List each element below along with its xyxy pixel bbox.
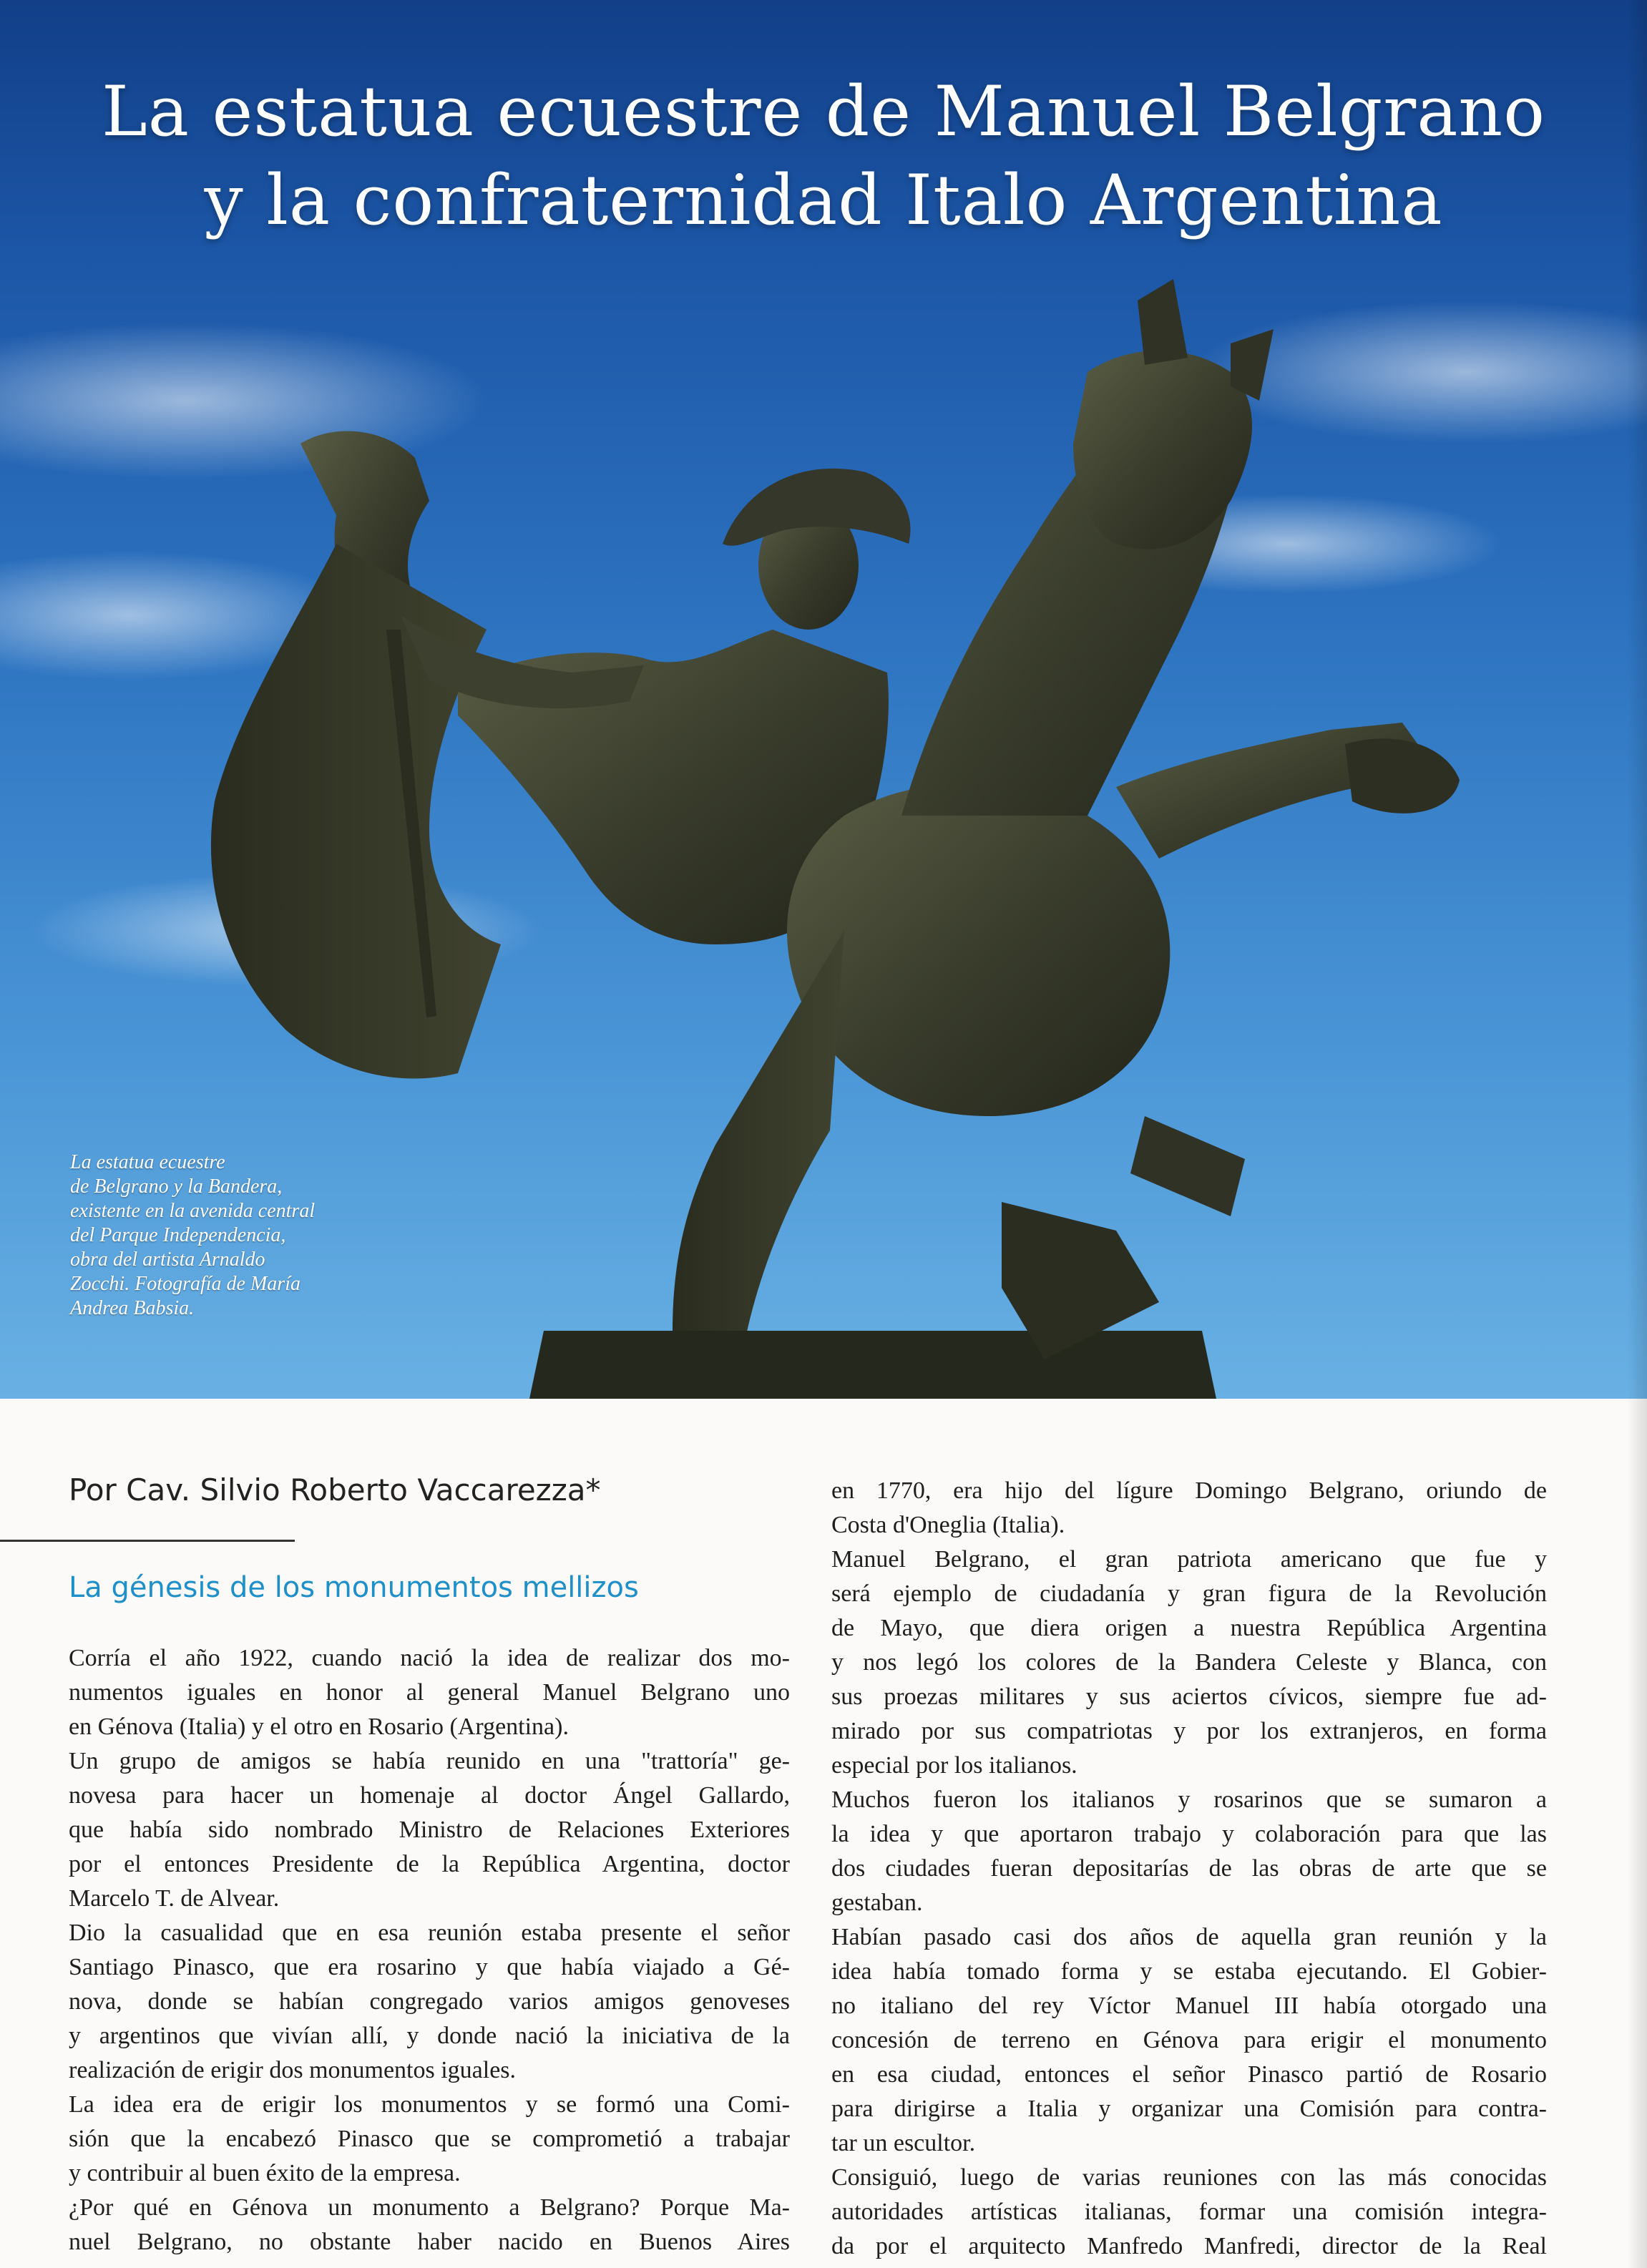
text-line: gestaban. [831, 1890, 923, 1916]
text-line: especial por los italianos. [831, 1752, 1077, 1779]
text-line: tar un escultor. [831, 2130, 976, 2156]
caption-line: existente en la avenida central [70, 1200, 316, 1222]
text-line: Manuel Belgrano, el gran patriota americano que fue y [831, 1546, 1547, 1573]
text-line: Corría el año 1922, cuando nació la idea de realizar dos mo- [69, 1645, 790, 1671]
text-line: novesa para hacer un homenaje al doctor Ángel Gallardo, [69, 1782, 790, 1809]
text-line: Habían pasado casi dos años de aquella gran reunión y la [831, 1924, 1547, 1950]
caption-line: obra del artista Arnaldo [70, 1248, 265, 1271]
text-line: no italiano del rey Víctor Manuel III había otorgado una [831, 1993, 1547, 2019]
text-line: para dirigirse a Italia y organizar una Comisión para contra- [831, 2096, 1547, 2122]
text-line: realización de erigir dos monumentos iguales. [69, 2057, 517, 2083]
text-line: y contribuir al buen éxito de la empresa. [69, 2160, 461, 2186]
text-line: por el entonces Presidente de la República Argentina, doctor [69, 1851, 790, 1877]
horse-ear-left [1138, 279, 1188, 365]
text-line: en 1770, era hijo del lígure Domingo Belgrano, oriundo de [831, 1477, 1547, 1504]
text-line: Dio la casualidad que en esa reunión estaba presente el señor [69, 1920, 790, 1946]
text-line: autoridades artísticas italianas, formar una comisión integra- [831, 2199, 1547, 2225]
text-line: en Génova (Italia) y el otro en Rosario (Argentina). [69, 1714, 569, 1740]
text-line: nuel Belgrano, no obstante haber nacido en Buenos Aires [69, 2229, 790, 2255]
text-line: mirado por sus compatriotas y por los extranjeros, en forma [831, 1718, 1547, 1744]
caption-line: del Parque Independencia, [70, 1224, 286, 1246]
text-line: dos ciudades fueran depositarías de las obras de arte que se [831, 1855, 1547, 1882]
caption-line: Zocchi. Fotografía de María [70, 1273, 300, 1295]
text-line: numentos iguales en honor al general Manuel Belgrano uno [69, 1679, 790, 1706]
text-line: concesión de terreno en Génova para erigir el monumento [831, 2027, 1547, 2053]
caption-line: Andrea Babsia. [70, 1297, 195, 1319]
horse-hoof [1345, 738, 1460, 813]
body-column-right [831, 1474, 1547, 2264]
text-line: Muchos fueron los italianos y rosarinos que se sumaron a [831, 1786, 1547, 1813]
text-line: será ejemplo de ciudadanía y gran figura de la Revolución [831, 1580, 1547, 1607]
photo-caption [70, 1150, 406, 1321]
text-line: Costa d'Oneglia (Italia). [831, 1512, 1065, 1538]
text-line: ¿Por qué en Génova un monumento a Belgrano? Porque Ma- [69, 2194, 790, 2221]
text-line: que había sido nombrado Ministro de Relaciones Exteriores [69, 1817, 790, 1843]
body-column-left [69, 1641, 790, 2259]
text-line: Santiago Pinasco, que era rosarino y que había viajado a Gé- [69, 1954, 790, 1980]
caption-line: La estatua ecuestre [70, 1151, 225, 1173]
text-line: da por el arquitecto Manfredo Manfredi, director de la Real [831, 2233, 1547, 2259]
text-line: la idea y que aportaron trabajo y colaboración para que las [831, 1821, 1547, 1847]
text-line: y nos legó los colores de la Bandera Celeste y Blanca, con [831, 1649, 1547, 1676]
text-line: sión que la encabezó Pinasco que se comprometió a trabajar [69, 2126, 790, 2152]
pedestal [529, 1331, 1216, 1399]
byline-divider [0, 1540, 295, 1542]
text-line: sus proezas militares y sus aciertos cívicos, siempre fue ad- [831, 1683, 1547, 1710]
text-line: La idea era de erigir los monumentos y se formó una Comi- [69, 2091, 790, 2118]
horse-hindleg [673, 930, 844, 1345]
text-line: de Mayo, que diera origen a nuestra República Argentina [831, 1615, 1547, 1641]
horse-tail [1130, 1116, 1245, 1216]
article-title-line1: La estatua ecuestre de Manuel Belgrano [101, 72, 1546, 152]
page-edge-shadow [1627, 0, 1647, 2268]
article-title-line2: y la confraternidad Italo Argentina [204, 160, 1443, 240]
text-line: en esa ciudad, entonces el señor Pinasco partió de Rosario [831, 2061, 1547, 2088]
text-line: Consiguió, luego de varias reuniones con las más conocidas [831, 2164, 1547, 2191]
text-line: y argentinos que vivían allí, y donde nació la iniciativa de la [69, 2023, 790, 2049]
horse-body [787, 783, 1170, 1116]
caption-line: de Belgrano y la Bandera, [70, 1175, 283, 1198]
author-byline: Por Cav. Silvio Roberto Vaccarezza* [69, 1472, 601, 1507]
text-line: Marcelo T. de Alvear. [69, 1885, 280, 1912]
section-heading: La génesis de los monumentos mellizos [69, 1571, 639, 1604]
text-line: idea había tomado forma y se estaba ejecutando. El Gobier- [831, 1958, 1547, 1985]
text-line: nova, donde se habían congregado varios amigos genoveses [69, 1988, 790, 2015]
text-line: Un grupo de amigos se había reunido en una "trattoría" ge- [69, 1748, 790, 1774]
